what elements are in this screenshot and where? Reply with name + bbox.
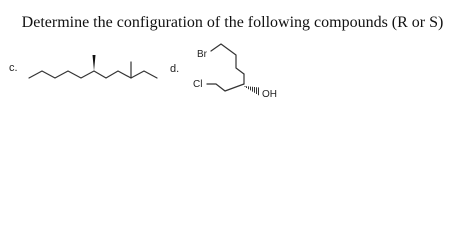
compound-c-chain [29, 71, 157, 78]
compound-c-bold-wedge-icon [93, 55, 96, 71]
atom-oh-label: OH [262, 89, 277, 100]
question-title: Determine the configuration of the following compounds (R or S) [21, 14, 444, 31]
part-d-label: d. [170, 63, 180, 75]
part-c-label: c. [9, 62, 18, 74]
compound-d-cl-chain [207, 84, 244, 91]
compound-d-structure [193, 44, 277, 100]
compound-d-br-chain [211, 44, 244, 74]
compound-d-hashed-wedge-icon [245, 86, 259, 95]
compound-c-structure [29, 55, 157, 78]
atom-cl-label: Cl [193, 79, 203, 90]
atom-br-label: Br [197, 49, 207, 60]
